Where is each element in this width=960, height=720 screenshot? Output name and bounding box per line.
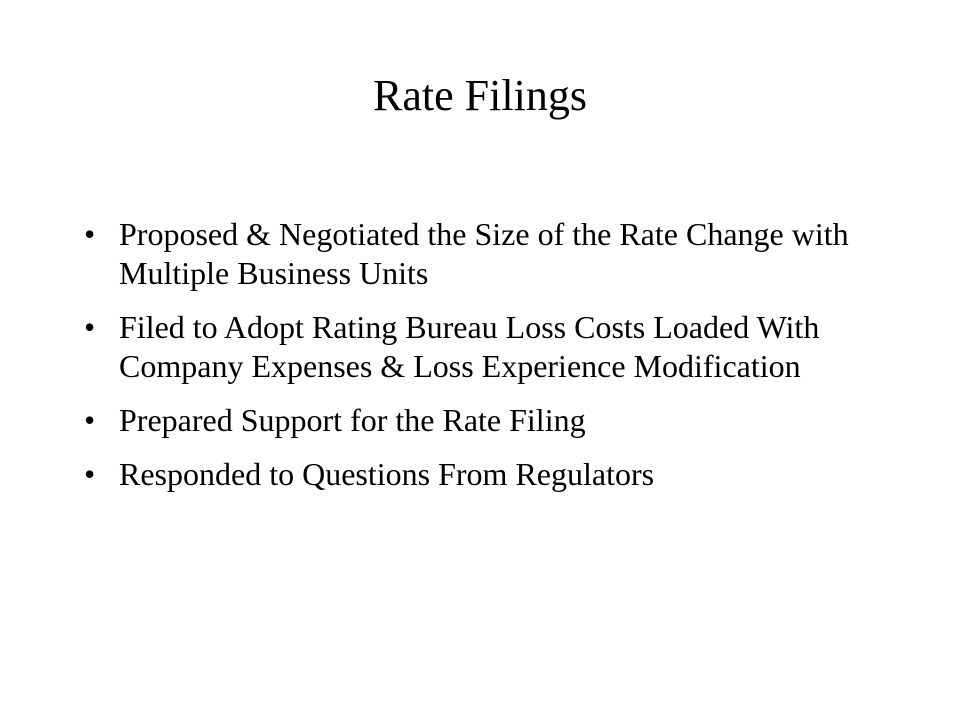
bullet-icon: • [84,216,96,252]
bullet-list [84,215,884,509]
bullet-text: Proposed & Negotiated the Size of the Rate Change with Multiple Business Units [119,216,849,291]
bullet-item [84,401,884,440]
bullet-item [84,455,884,494]
bullet-text: Prepared Support for the Rate Filing [119,402,586,438]
bullet-icon: • [84,402,96,438]
bullet-item [84,215,884,293]
bullet-icon: • [84,456,96,492]
bullet-text: Responded to Questions From Regulators [119,456,655,492]
bullet-icon: • [84,309,96,345]
slide-title: Rate Filings [373,71,587,120]
bullet-item [84,308,884,386]
bullet-text: Filed to Adopt Rating Bureau Loss Costs Loaded With Company Expenses & Loss Experience Modification [119,309,820,384]
